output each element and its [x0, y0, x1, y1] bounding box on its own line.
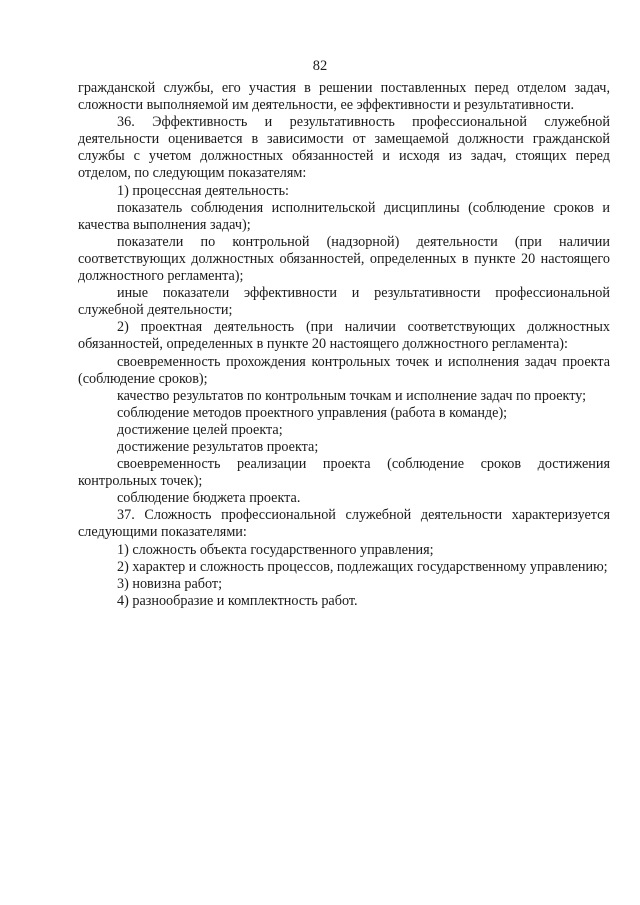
list-item: иные показатели эффективности и результативности профессиональной служебной деятельности; [78, 285, 610, 319]
paragraph-item-36: 36. Эффективность и результативность профессиональной служебной деятельности оценивается в зависимости от замещаемой должности гражданской службы с учетом должностных обязанностей и исходя из задач, стоящих перед отделом, по следующим показателям: [78, 114, 610, 182]
list-item: достижение целей проекта; [117, 421, 283, 438]
list-item: 1) сложность объекта государственного управления; [117, 541, 434, 558]
paragraph-item-37: 37. Сложность профессиональной служебной деятельности характеризуется следующими показателями: [78, 507, 610, 541]
list-item: своевременность прохождения контрольных точек и исполнения задач проекта (соблюдение сроков); [78, 353, 610, 387]
list-item: соблюдение бюджета проекта. [117, 490, 301, 507]
list-item: 2) характер и сложность процессов, подлежащих государственному управлению; [117, 558, 608, 575]
list-item: своевременность реализации проекта (соблюдение сроков достижения контрольных точек); [78, 456, 610, 490]
list-item: 3) новизна работ; [117, 575, 223, 592]
list-item-process-activity: 1) процессная деятельность: [117, 182, 289, 199]
list-item: показатели по контрольной (надзорной) деятельности (при наличии соответствующих должностных обязанностей, определенных в пункте 20 настоящего должностного регламента); [78, 233, 610, 285]
list-item: 4) разнообразие и комплектность работ. [117, 592, 358, 609]
list-item: соблюдение методов проектного управления (работа в команде); [117, 404, 508, 421]
list-item: качество результатов по контрольным точкам и исполнение задач по проекту; [117, 387, 587, 404]
list-item: показатель соблюдения исполнительской дисциплины (соблюдение сроков и качества выполнения задач); [78, 199, 610, 233]
paragraph-continuation: гражданской службы, его участия в решении поставленных перед отделом задач, сложности выполняемой им деятельности, ее эффективности и результативности. [78, 80, 610, 114]
page-number: 82 [312, 58, 328, 74]
list-item: достижение результатов проекта; [117, 438, 319, 455]
document-body [78, 80, 610, 610]
list-item-project-activity: 2) проектная деятельность (при наличии соответствующих должностных обязанностей, определенных в пункте 20 настоящего должностного регламента): [78, 319, 610, 353]
